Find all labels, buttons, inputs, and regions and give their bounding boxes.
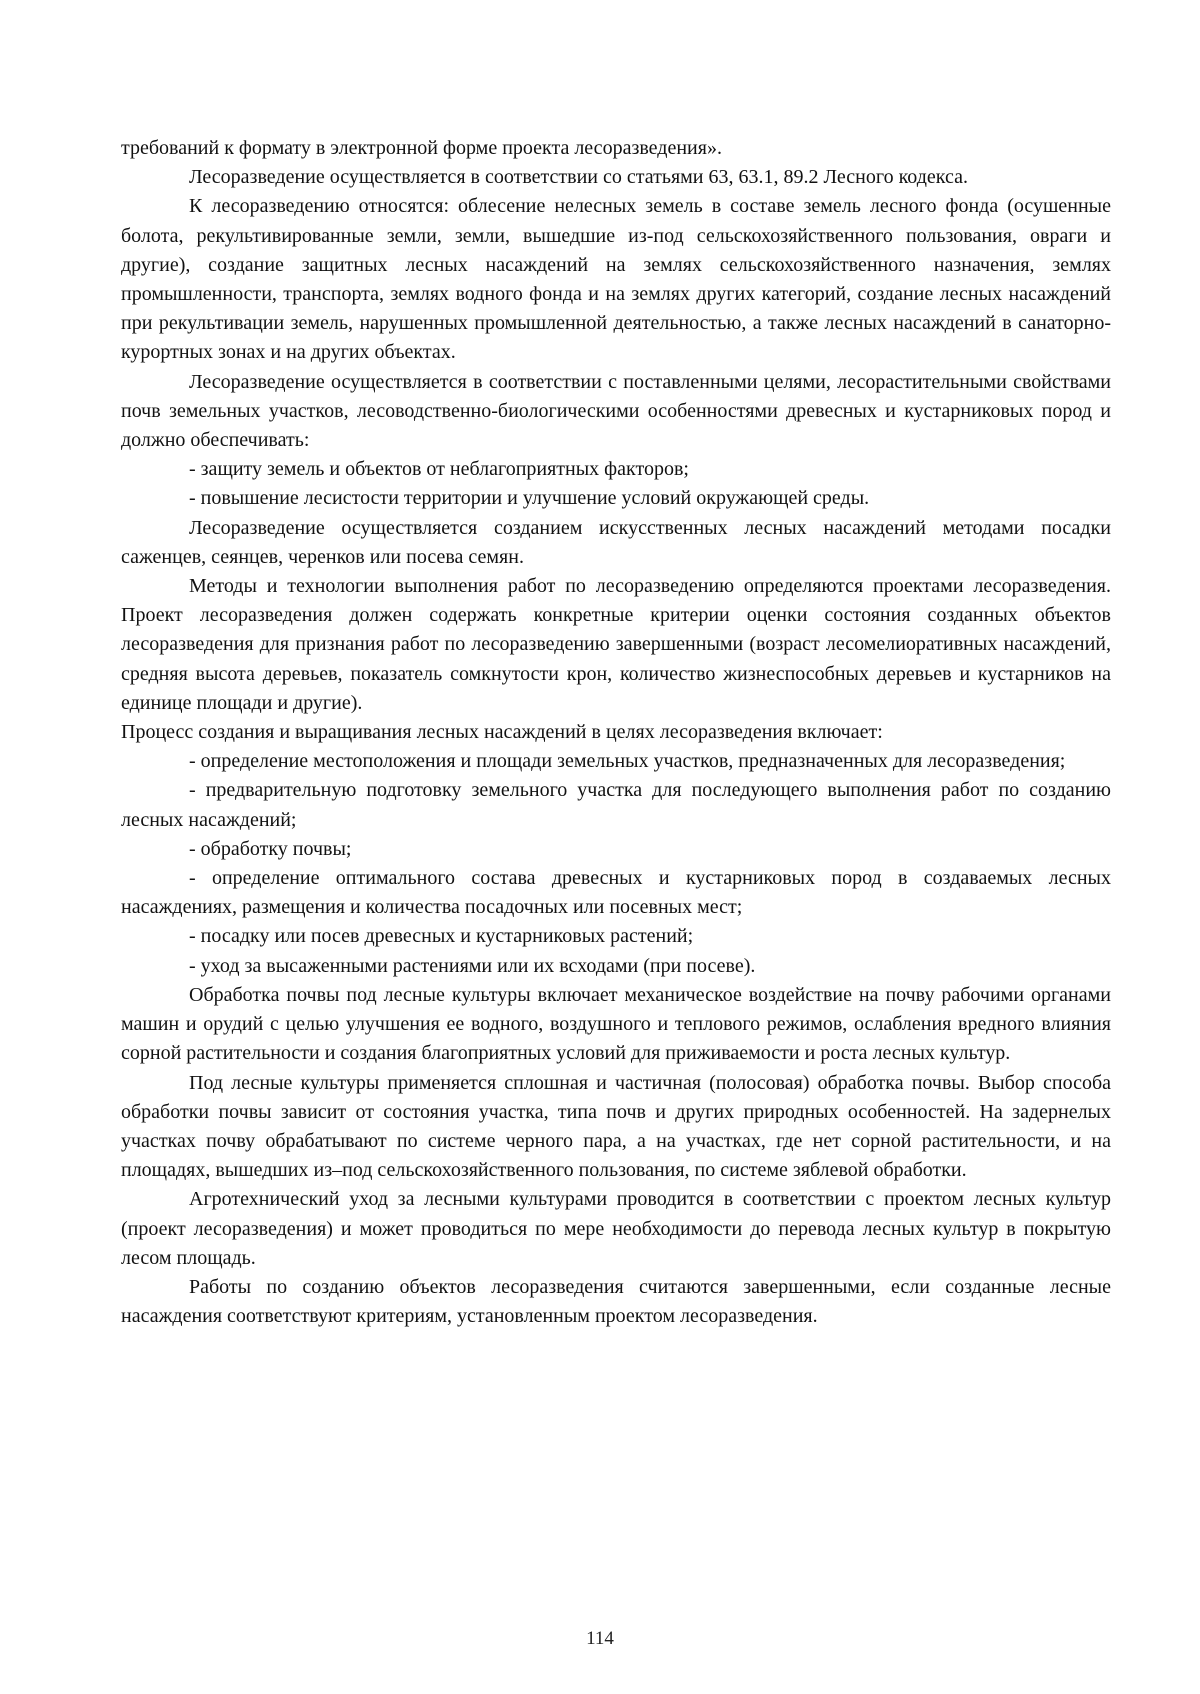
list-item: - повышение лесистости территории и улучшение условий окружающей среды. bbox=[189, 487, 870, 510]
page-number: 114 bbox=[586, 1628, 614, 1649]
paragraph: К лесоразведению относятся: облесение нелесных земель в составе земель лесного фонда (осушенные болота, рекультивированные земли, земли, вышедшие из-под сельскохозяйственного пользования, овраги и другие), создание защитных лесных насаждений на землях сельскохозяйственного назначения, землях промышленности, транспорта, землях водного фонда и на землях других категорий, создание лесных насаждений при рекультивации земель, нарушенных промышленной деятельностью, а также лесных насаждений в санаторно-курортных зонах и на других объектах. bbox=[121, 195, 1111, 364]
paragraph: Работы по созданию объектов лесоразведения считаются завершенными, если созданные лесные насаждения соответствуют критериям, установленным проектом лесоразведения. bbox=[121, 1275, 1111, 1328]
document-body bbox=[121, 134, 1111, 1331]
paragraph: Процесс создания и выращивания лесных насаждений в целях лесоразведения включает: bbox=[121, 721, 883, 744]
list-item: - предварительную подготовку земельного участка для последующего выполнения работ по созданию лесных насаждений; bbox=[121, 779, 1111, 831]
list-item: - определение местоположения и площади земельных участков, предназначенных для лесоразведения; bbox=[189, 750, 1066, 773]
paragraph: Лесоразведение осуществляется в соответствии с поставленными целями, лесорастительными свойствами почв земельных участков, лесоводственно-биологическими особенностями древесных и кустарниковых пород и должно обеспечивать: bbox=[121, 370, 1111, 452]
list-item: - защиту земель и объектов от неблагоприятных факторов; bbox=[189, 458, 689, 481]
paragraph: Агротехнический уход за лесными культурами проводится в соответствии с проектом лесных культур (проект лесоразведения) и может проводиться по мере необходимости до перевода лесных культур в покрытую лесом площадь. bbox=[121, 1188, 1111, 1269]
list-item: - определение оптимального состава древесных и кустарниковых пород в создаваемых лесных насаждениях, размещения и количества посадочных или посевных мест; bbox=[121, 867, 1111, 919]
paragraph: Обработка почвы под лесные культуры включает механическое воздействие на почву рабочими органами машин и орудий с целью улучшения ее водного, воздушного и теплового режимов, ослабления вредного влияния сорной растительности и создания благоприятных условий для приживаемости и роста лесных культур. bbox=[121, 983, 1111, 1065]
paragraph: Под лесные культуры применяется сплошная и частичная (полосовая) обработка почвы. Выбор способа обработки почвы зависит от состояния участка, типа почв и других природных особенностей. На задернелых участках почву обрабатывают по системе черного пара, а на участках, где нет сорной растительности, и на площадях, вышедших из–под сельскохозяйственного пользования, по системе зяблевой обработки. bbox=[121, 1071, 1111, 1182]
paragraph: Лесоразведение осуществляется созданием искусственных лесных насаждений методами посадки саженцев, сеянцев, черенков или посева семян. bbox=[121, 516, 1111, 568]
paragraph: Лесоразведение осуществляется в соответствии со статьями 63, 63.1, 89.2 Лесного кодекса. bbox=[189, 166, 968, 189]
list-item: - посадку или посев древесных и кустарниковых растений; bbox=[189, 925, 694, 948]
list-item: - уход за высаженными растениями или их всходами (при посеве). bbox=[189, 954, 756, 977]
list-item: - обработку почвы; bbox=[189, 837, 352, 860]
paragraph: требований к формату в электронной форме проекта лесоразведения». bbox=[121, 137, 722, 159]
paragraph: Методы и технологии выполнения работ по лесоразведению определяются проектами лесоразведения. Проект лесоразведения должен содержать конкретные критерии оценки состояния созданных объектов лесоразведения для признания работ по лесоразведению завершенными (возраст лесомелиоративных насаждений, средняя высота деревьев, показатель сомкнутости крон, количество жизнеспособных деревьев и кустарников на единице площади и другие). bbox=[121, 575, 1111, 714]
